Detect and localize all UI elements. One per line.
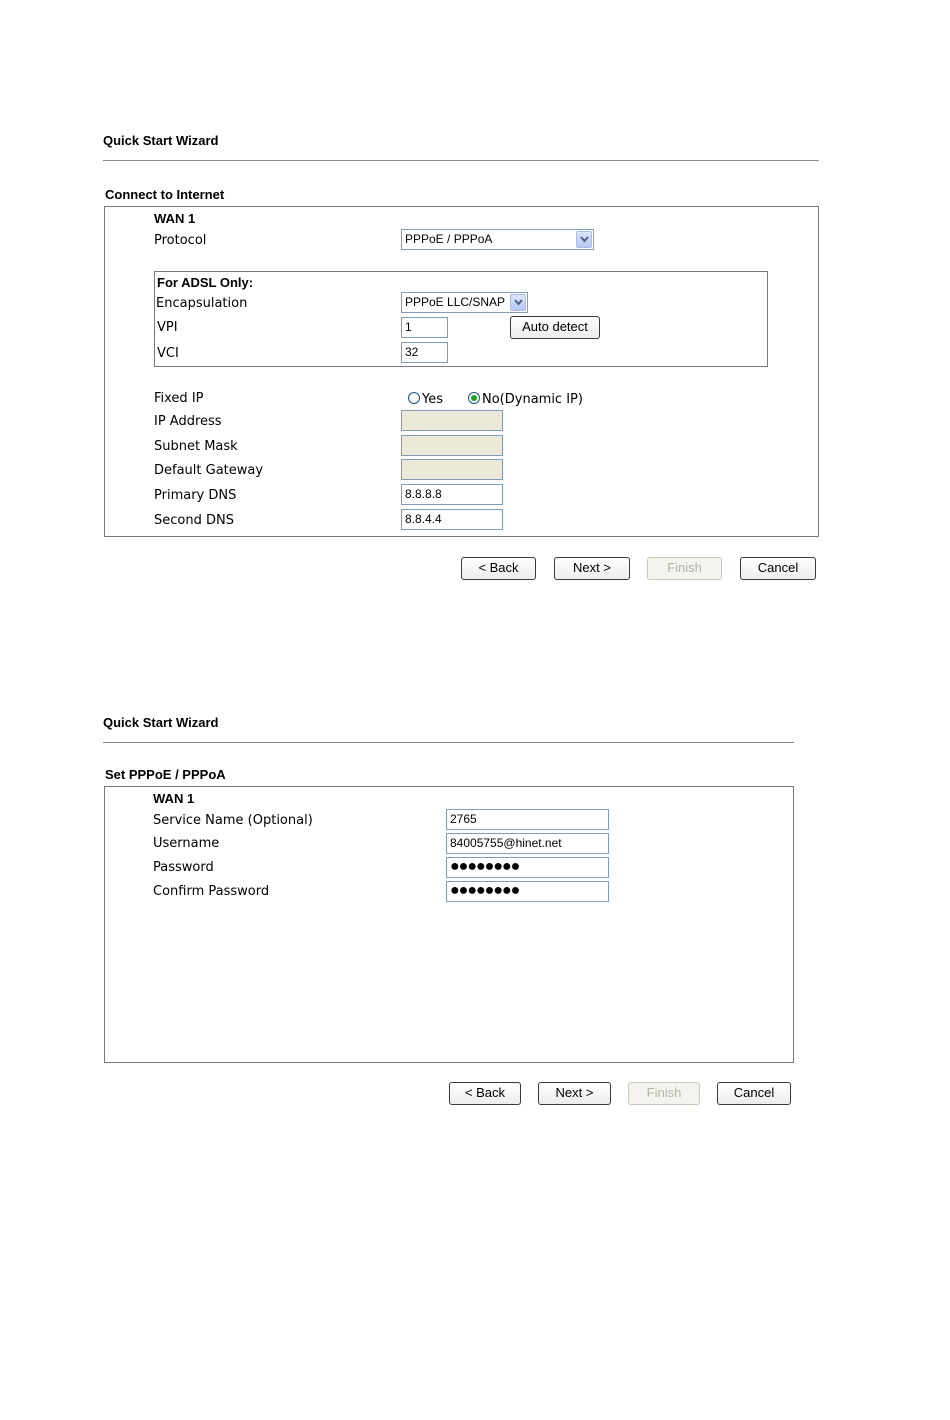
finish-button[interactable]: Finish	[647, 557, 722, 580]
primary-dns-label: Primary DNS	[154, 488, 237, 503]
subnet-mask-input[interactable]	[401, 435, 503, 456]
chevron-down-icon[interactable]	[510, 294, 526, 311]
subnet-mask-label: Subnet Mask	[154, 439, 238, 454]
fixed-ip-yes-label: Yes	[422, 392, 443, 407]
next-button[interactable]: Next >	[538, 1082, 611, 1105]
username-input[interactable]: 84005755@hinet.net	[446, 833, 609, 854]
fixed-ip-no-radio[interactable]	[468, 392, 480, 404]
password-input[interactable]: ●●●●●●●●	[446, 857, 609, 878]
default-gateway-input[interactable]	[401, 459, 503, 480]
password-label: Password	[153, 860, 214, 875]
default-gateway-label: Default Gateway	[154, 463, 264, 478]
fixed-ip-yes-radio[interactable]	[408, 392, 420, 404]
finish-button[interactable]: Finish	[628, 1082, 700, 1105]
wizard-title: Quick Start Wizard	[103, 133, 219, 148]
service-name-input[interactable]: 2765	[446, 809, 609, 830]
wan-label: WAN 1	[154, 211, 196, 226]
confirm-password-input[interactable]: ●●●●●●●●	[446, 881, 609, 902]
vpi-label: VPI	[157, 320, 178, 335]
auto-detect-button[interactable]: Auto detect	[510, 316, 600, 339]
second-dns-label: Second DNS	[154, 513, 234, 528]
vpi-input[interactable]: 1	[401, 317, 448, 338]
chevron-down-icon[interactable]	[576, 231, 592, 248]
next-button[interactable]: Next >	[554, 557, 630, 580]
protocol-select[interactable]	[401, 229, 594, 250]
protocol-value: PPPoE / PPPoA	[405, 232, 493, 246]
second-dns-input[interactable]: 8.8.4.4	[401, 509, 503, 530]
ip-address-label: IP Address	[154, 414, 222, 429]
vci-label: VCI	[157, 346, 179, 361]
title-divider	[103, 160, 819, 161]
wan-label: WAN 1	[153, 791, 195, 806]
service-name-label: Service Name (Optional)	[153, 813, 313, 828]
encapsulation-label: Encapsulation	[156, 296, 248, 311]
username-label: Username	[153, 836, 220, 851]
radio-selected-dot	[471, 395, 477, 401]
section-title: Connect to Internet	[105, 187, 225, 202]
primary-dns-input[interactable]: 8.8.8.8	[401, 484, 503, 505]
encapsulation-value: PPPoE LLC/SNAP	[405, 295, 506, 309]
fixed-ip-no-label: No(Dynamic IP)	[482, 392, 583, 407]
cancel-button[interactable]: Cancel	[740, 557, 816, 580]
cancel-button[interactable]: Cancel	[717, 1082, 791, 1105]
title-divider	[103, 742, 794, 743]
back-button[interactable]: < Back	[449, 1082, 521, 1105]
adsl-title: For ADSL Only:	[157, 275, 254, 290]
vci-input[interactable]: 32	[401, 342, 448, 363]
protocol-label: Protocol	[154, 233, 207, 248]
wizard-title: Quick Start Wizard	[103, 715, 219, 730]
confirm-password-label: Confirm Password	[153, 884, 270, 899]
section-title: Set PPPoE / PPPoA	[105, 767, 226, 782]
fixed-ip-label: Fixed IP	[154, 391, 204, 406]
ip-address-input[interactable]	[401, 410, 503, 431]
encapsulation-select[interactable]	[401, 292, 528, 313]
back-button[interactable]: < Back	[461, 557, 536, 580]
